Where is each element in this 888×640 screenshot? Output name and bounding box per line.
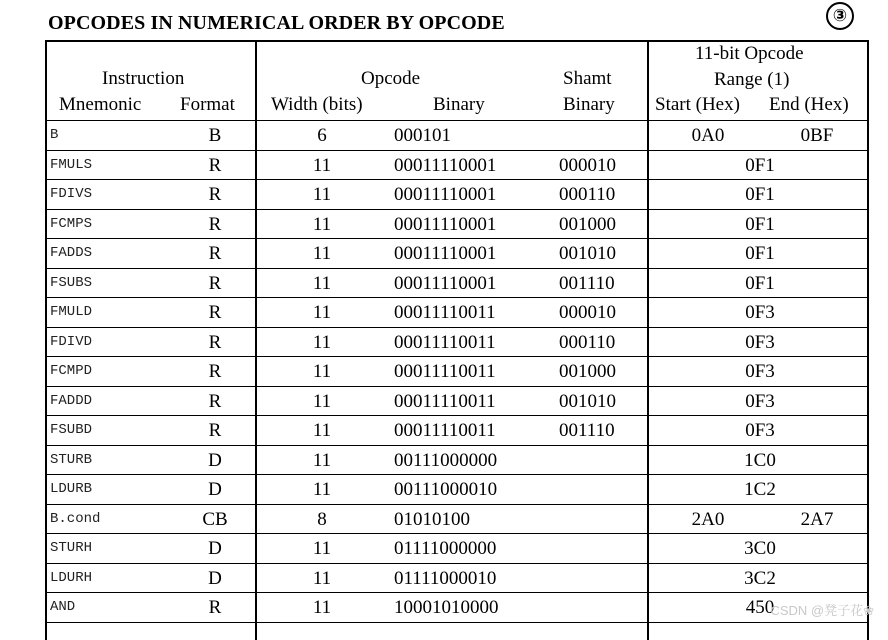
format-cell: R bbox=[208, 331, 222, 353]
width-cell: 11 bbox=[312, 449, 332, 471]
range-end-cell: 2A7 bbox=[800, 508, 834, 530]
width-cell: 11 bbox=[312, 243, 332, 264]
format-cell: R bbox=[208, 213, 222, 235]
range-cell: 0F3 bbox=[745, 390, 775, 412]
binary-cell: 01111000000 bbox=[394, 538, 497, 559]
format-cell: CB bbox=[202, 508, 228, 530]
binary-cell: 10001010000 bbox=[394, 597, 499, 618]
table-row bbox=[47, 328, 867, 358]
header-shamt-binary: Binary bbox=[563, 94, 615, 115]
format-cell: R bbox=[208, 184, 222, 205]
mnemonic-cell: FSUBS bbox=[50, 274, 93, 291]
format-cell: D bbox=[208, 479, 222, 500]
binary-cell: 000101 bbox=[394, 125, 451, 146]
header-range-line2: Range (1) bbox=[714, 69, 790, 90]
width-cell: 8 bbox=[317, 508, 327, 530]
range-cell: 1C2 bbox=[744, 479, 776, 500]
table-row bbox=[47, 151, 867, 181]
binary-cell: 00011110001 bbox=[394, 154, 497, 176]
mnemonic-cell: STURH bbox=[50, 540, 93, 556]
format-cell: R bbox=[208, 597, 222, 618]
mnemonic-cell: FSUBD bbox=[50, 422, 93, 438]
range-cell: 3C0 bbox=[744, 538, 776, 559]
binary-cell: 00011110001 bbox=[394, 272, 497, 294]
table-row bbox=[47, 534, 867, 564]
width-cell: 11 bbox=[312, 154, 332, 176]
width-cell: 11 bbox=[312, 538, 332, 559]
table-row bbox=[47, 210, 867, 240]
width-cell: 11 bbox=[312, 272, 332, 294]
width-cell: 11 bbox=[312, 479, 332, 500]
format-cell: R bbox=[208, 390, 222, 412]
shamt-cell: 000010 bbox=[559, 154, 616, 176]
shamt-cell: 001010 bbox=[559, 243, 616, 264]
format-cell: R bbox=[208, 243, 222, 264]
mnemonic-cell: LDURH bbox=[50, 569, 93, 586]
range-start-cell: 0A0 bbox=[691, 125, 725, 146]
opcode-table bbox=[45, 40, 869, 640]
shamt-cell: 000110 bbox=[559, 331, 616, 353]
range-cell: 1C0 bbox=[744, 449, 776, 471]
binary-cell: 00011110001 bbox=[394, 243, 497, 264]
binary-cell: 00011110011 bbox=[394, 361, 496, 382]
header-end: End (Hex) bbox=[769, 94, 849, 115]
range-cell: 0F3 bbox=[745, 420, 775, 441]
shamt-cell: 001000 bbox=[559, 213, 616, 235]
width-cell: 11 bbox=[312, 567, 332, 589]
width-cell: 11 bbox=[312, 184, 332, 205]
mnemonic-cell: LDURB bbox=[50, 481, 93, 497]
table-row bbox=[47, 357, 867, 387]
range-start-cell: 2A0 bbox=[691, 508, 725, 530]
table-row bbox=[47, 298, 867, 328]
header-start: Start (Hex) bbox=[655, 94, 740, 115]
mnemonic-cell: FADDS bbox=[50, 245, 93, 261]
binary-cell: 01111000010 bbox=[394, 567, 497, 589]
table-row bbox=[47, 387, 867, 417]
page-title: OPCODES IN NUMERICAL ORDER BY OPCODE bbox=[48, 12, 505, 34]
header-instruction: Instruction bbox=[102, 68, 185, 89]
binary-cell: 00011110001 bbox=[394, 184, 497, 205]
table-row bbox=[47, 505, 867, 535]
table-row bbox=[47, 416, 867, 446]
table-row bbox=[47, 239, 867, 269]
mnemonic-cell: FMULD bbox=[50, 304, 93, 320]
range-cell: 0F3 bbox=[745, 302, 775, 323]
table-row bbox=[47, 475, 867, 505]
format-cell: R bbox=[208, 272, 222, 294]
table-row bbox=[47, 593, 867, 623]
shamt-cell: 001110 bbox=[559, 272, 615, 294]
header-opcode: Opcode bbox=[361, 68, 421, 89]
binary-cell: 00011110011 bbox=[394, 420, 496, 441]
format-cell: B bbox=[208, 125, 222, 146]
range-cell: 0F1 bbox=[745, 213, 775, 235]
header-format: Format bbox=[180, 94, 235, 115]
shamt-cell: 000110 bbox=[559, 184, 616, 205]
header-shamt: Shamt bbox=[563, 68, 612, 89]
width-cell: 11 bbox=[312, 597, 332, 618]
format-cell: R bbox=[208, 154, 222, 176]
binary-cell: 00111000000 bbox=[394, 449, 498, 471]
range-end-cell: 0BF bbox=[800, 125, 834, 146]
mnemonic-cell: FCMPS bbox=[50, 215, 93, 232]
width-cell: 6 bbox=[317, 125, 327, 146]
width-cell: 11 bbox=[312, 331, 332, 353]
format-cell: R bbox=[208, 302, 222, 323]
shamt-cell: 001110 bbox=[559, 420, 615, 441]
range-cell: 3C2 bbox=[744, 567, 776, 589]
width-cell: 11 bbox=[312, 213, 332, 235]
binary-cell: 00011110011 bbox=[394, 331, 496, 353]
width-cell: 11 bbox=[312, 302, 332, 323]
mnemonic-cell: FDIVS bbox=[50, 186, 93, 202]
table-row bbox=[47, 121, 867, 151]
range-cell: 0F1 bbox=[745, 184, 775, 205]
binary-cell: 01010100 bbox=[394, 508, 470, 530]
binary-cell: 00011110001 bbox=[394, 213, 497, 235]
range-cell: 0F1 bbox=[745, 272, 775, 294]
format-cell: R bbox=[208, 361, 222, 382]
mnemonic-cell: STURB bbox=[50, 451, 93, 468]
mnemonic-cell: B.cond bbox=[50, 510, 101, 527]
table-row bbox=[47, 564, 867, 594]
width-cell: 11 bbox=[312, 361, 332, 382]
range-cell: 0F1 bbox=[745, 243, 775, 264]
format-cell: D bbox=[208, 567, 222, 589]
binary-cell: 00111000010 bbox=[394, 479, 498, 500]
width-cell: 11 bbox=[312, 420, 332, 441]
shamt-cell: 000010 bbox=[559, 302, 616, 323]
header-mnemonic: Mnemonic bbox=[59, 94, 142, 115]
format-cell: D bbox=[208, 538, 222, 559]
mnemonic-cell: FADDD bbox=[50, 392, 93, 409]
watermark: CSDN @凳子花❀ bbox=[770, 603, 874, 618]
mnemonic-cell: FMULS bbox=[50, 156, 93, 173]
table-row bbox=[47, 269, 867, 299]
mnemonic-cell: B bbox=[50, 127, 59, 143]
table-row bbox=[47, 446, 867, 476]
range-cell: 450 bbox=[745, 597, 775, 618]
mnemonic-cell: AND bbox=[50, 599, 76, 615]
header-binary: Binary bbox=[433, 94, 485, 115]
mnemonic-cell: FDIVD bbox=[50, 333, 93, 350]
shamt-cell: 001000 bbox=[559, 361, 616, 382]
range-cell: 0F3 bbox=[745, 361, 775, 382]
binary-cell: 00011110011 bbox=[394, 390, 496, 412]
mnemonic-cell: FCMPD bbox=[50, 363, 93, 379]
header-width: Width (bits) bbox=[271, 94, 363, 115]
range-cell: 0F1 bbox=[745, 154, 775, 176]
shamt-cell: 001010 bbox=[559, 390, 616, 412]
format-cell: R bbox=[208, 420, 222, 441]
width-cell: 11 bbox=[312, 390, 332, 412]
range-cell: 0F3 bbox=[745, 331, 775, 353]
table-row bbox=[47, 180, 867, 210]
header-range-line1: 11-bit Opcode bbox=[695, 43, 804, 64]
format-cell: D bbox=[208, 449, 222, 471]
binary-cell: 00011110011 bbox=[394, 302, 496, 323]
circled-number-badge: ③ bbox=[826, 2, 854, 30]
